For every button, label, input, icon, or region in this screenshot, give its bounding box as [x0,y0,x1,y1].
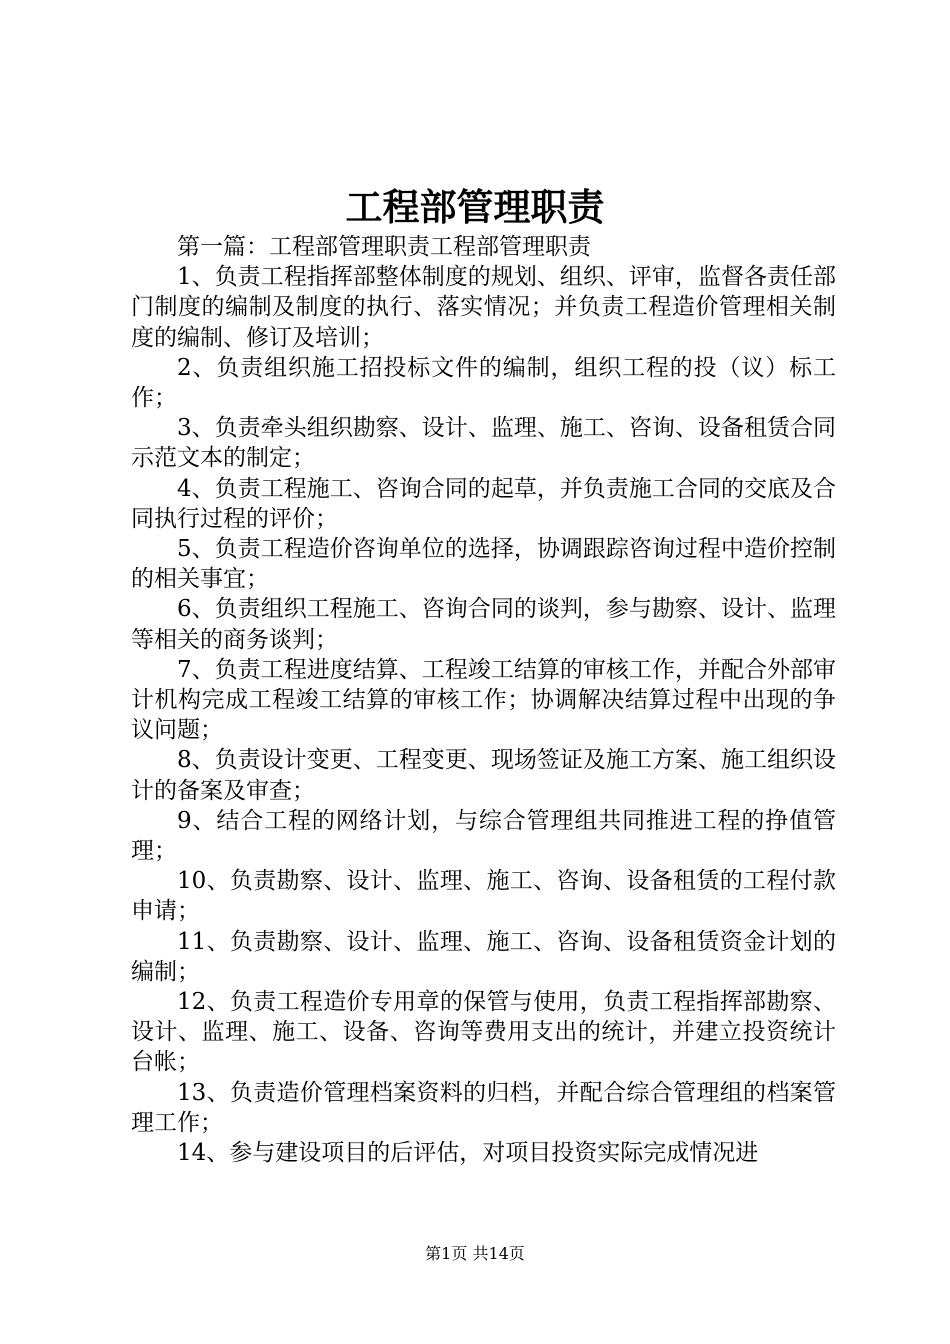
paragraph-item-7: 7、负责工程进度结算、工程竣工结算的审核工作，并配合外部审计机构完成工程竣工结算的审核工作；协调解决结算过程中出现的争议问题； [131,656,836,744]
paragraph-item-10: 10、负责勘察、设计、监理、施工、咨询、设备租赁的工程付款申请； [131,868,836,925]
paragraph-item-5: 5、负责工程造价咨询单位的选择，协调跟踪咨询过程中造价控制的相关事宜； [131,536,836,593]
document-body [131,232,836,1168]
paragraph-item-3: 3、负责牵头组织勘察、设计、监理、施工、咨询、设备租赁合同示范文本的制定； [131,415,836,472]
paragraph-section-heading: 第一篇：工程部管理职责工程部管理职责 [177,234,591,260]
paragraph-item-12: 12、负责工程造价专用章的保管与使用，负责工程指挥部勘察、设计、监理、施工、设备、咨询等费用支出的统计，并建立投资统计台帐； [131,989,836,1076]
paragraph-item-4: 4、负责工程施工、咨询合同的起草，并负责施工合同的交底及合同执行过程的评价； [131,475,836,532]
paragraph-item-11: 11、负责勘察、设计、监理、施工、咨询、设备租赁资金计划的编制； [131,928,836,985]
paragraph-item-8: 8、负责设计变更、工程变更、现场签证及施工方案、施工组织设计的备案及审查； [131,747,836,804]
paragraph-item-1: 1、负责工程指挥部整体制度的规划、组织、评审，监督各责任部门制度的编制及制度的执行、落实情况；并负责工程造价管理相关制度的编制、修订及培训； [131,264,836,351]
paragraph-item-13: 13、负责造价管理档案资料的归档，并配合综合管理组的档案管理工作； [131,1079,836,1136]
document-title: 工程部管理职责 [345,185,605,229]
page-number-footer: 第1页 共14页 [425,1244,525,1263]
paragraph-item-9: 9、结合工程的网络计划，与综合管理组共同推进工程的挣值管理； [131,807,836,865]
paragraph-item-14: 14、参与建设项目的后评估，对项目投资实际完成情况进 [177,1140,759,1167]
paragraph-item-2: 2、负责组织施工招投标文件的编制，组织工程的投（议）标工作； [131,354,836,412]
paragraph-item-6: 6、负责组织工程施工、咨询合同的谈判，参与勘察、设计、监理等相关的商务谈判； [131,596,836,653]
